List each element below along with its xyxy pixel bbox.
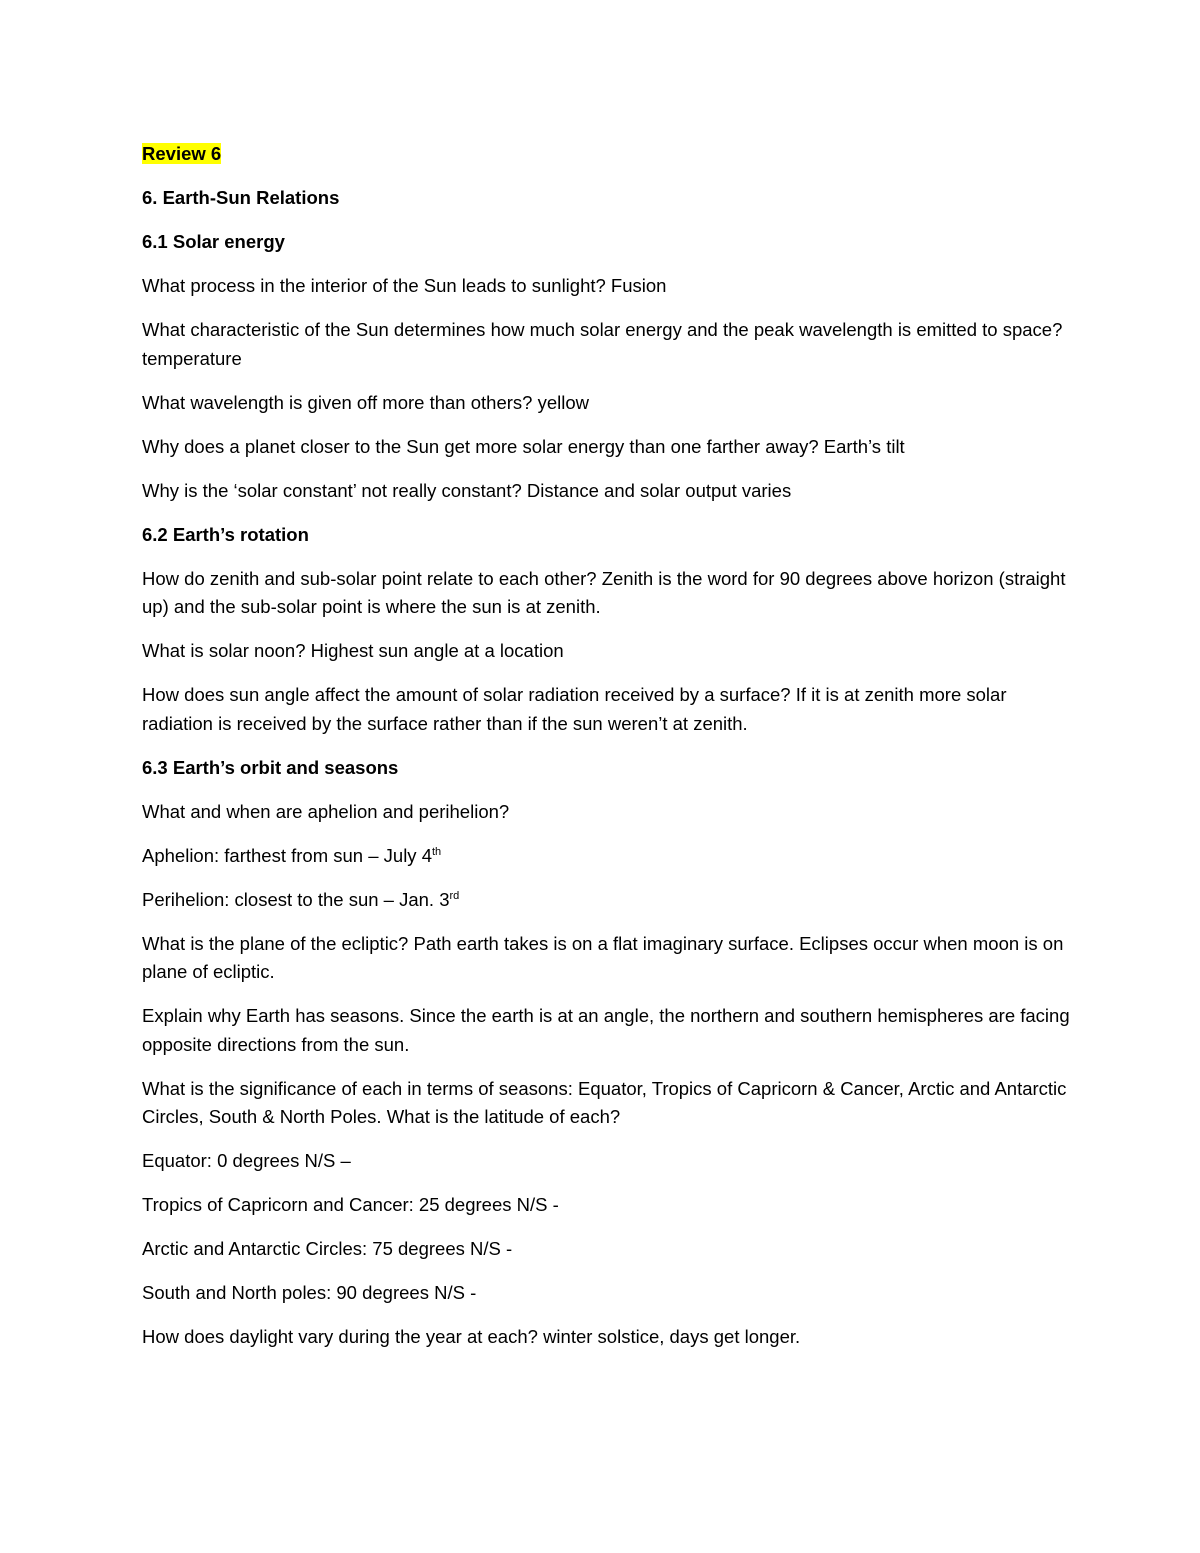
document-page bbox=[142, 140, 1072, 1367]
answer-poles: South and North poles: 90 degrees N/S - bbox=[142, 1282, 477, 1303]
perihelion-sup: rd bbox=[449, 889, 460, 902]
aphelion-sup: th bbox=[431, 845, 442, 858]
question-temperature: What characteristic of the Sun determines how much solar energy and the peak wavelength is emitted to space? temperature bbox=[142, 319, 1063, 369]
section-heading-solar-energy: 6.1 Solar energy bbox=[142, 231, 285, 252]
question-zenith: How do zenith and sub-solar point relate to each other? Zenith is the word for 90 degrees above horizon (straight up) and the sub-solar point is where the sun is at zenith. bbox=[142, 567, 1066, 617]
question-ecliptic: What is the plane of the ecliptic? Path earth takes is on a flat imaginary surface. Eclipses occur when moon is on plane of ecliptic. bbox=[142, 932, 1064, 982]
question-fusion: What process in the interior of the Sun leads to sunlight? Fusion bbox=[142, 275, 667, 296]
section-heading-earth-rotation: 6.2 Earth’s rotation bbox=[142, 523, 309, 545]
question-aphelion-perihelion: What and when are aphelion and perihelion? bbox=[142, 800, 510, 822]
question-sun-angle: How does sun angle affect the amount of solar radiation received by a surface? If it is at zenith more solar radiation is received by the surface rather than if the sun weren’t at zenith. bbox=[142, 684, 1007, 734]
answer-aphelion bbox=[142, 842, 1072, 871]
perihelion-text: Perihelion: closest to the sun – Jan. 3 bbox=[142, 888, 450, 910]
question-daylight: How does daylight vary during the year at each? winter solstice, days get longer. bbox=[142, 1326, 801, 1347]
question-planet-distance: Why does a planet closer to the Sun get more solar energy than one farther away? Earth’s tilt bbox=[142, 435, 905, 457]
aphelion-text: Aphelion: farthest from sun – July 4 bbox=[142, 844, 432, 866]
answer-perihelion bbox=[142, 886, 1072, 915]
question-solar-noon: What is solar noon? Highest sun angle at a location bbox=[142, 640, 564, 661]
question-seasons: Explain why Earth has seasons. Since the earth is at an angle, the northern and southern hemispheres are facing opposite directions from the sun. bbox=[142, 1005, 1070, 1055]
question-latitudes: What is the significance of each in terms of seasons: Equator, Tropics of Capricorn & Cancer, Arctic and Antarctic Circles, South & North Poles. What is the latitude of each? bbox=[142, 1077, 1067, 1127]
answer-tropics: Tropics of Capricorn and Cancer: 25 degrees N/S - bbox=[142, 1194, 559, 1215]
question-wavelength: What wavelength is given off more than others? yellow bbox=[142, 391, 589, 413]
section-heading-orbit-seasons: 6.3 Earth’s orbit and seasons bbox=[142, 756, 399, 778]
document-title bbox=[142, 140, 1072, 169]
answer-arctic-circles: Arctic and Antarctic Circles: 75 degrees N/S - bbox=[142, 1238, 513, 1259]
chapter-heading: 6. Earth-Sun Relations bbox=[142, 187, 340, 208]
question-solar-constant: Why is the ‘solar constant’ not really constant? Distance and solar output varies bbox=[142, 479, 792, 501]
title-highlight: Review 6 bbox=[142, 143, 222, 164]
answer-equator: Equator: 0 degrees N/S – bbox=[142, 1150, 351, 1171]
